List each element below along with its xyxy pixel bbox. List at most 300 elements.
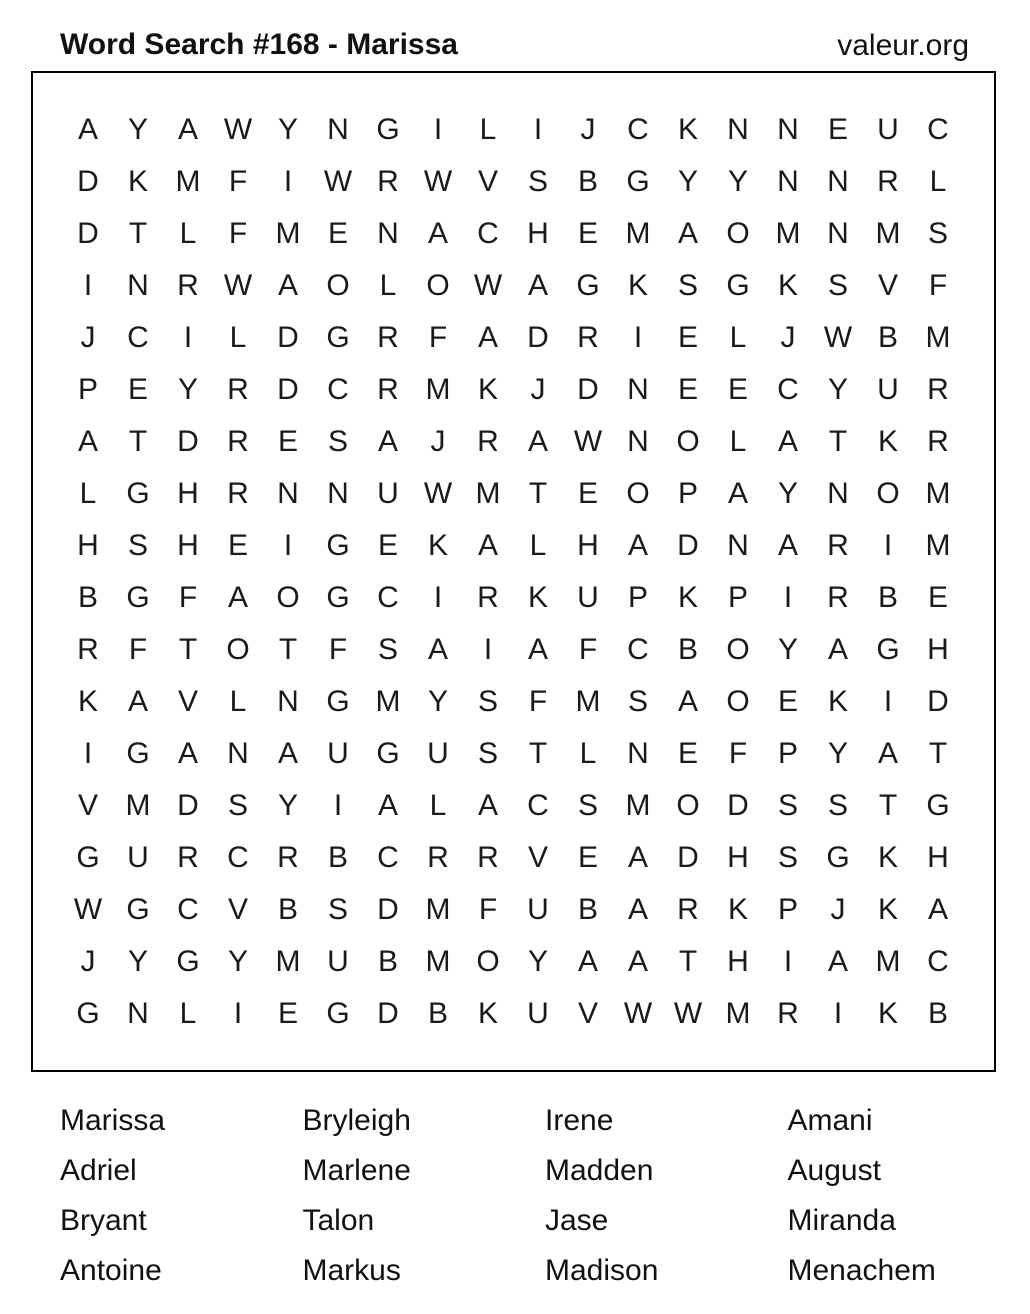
grid-letter[interactable]: R [827,529,849,562]
grid-letter[interactable]: W [223,269,253,302]
grid-letter[interactable]: F [928,269,948,302]
grid-letter[interactable]: F [728,737,748,770]
grid-letter[interactable]: Y [127,113,148,146]
grid-letter[interactable]: C [377,841,399,874]
grid-letter[interactable]: N [627,425,649,458]
grid-letter[interactable]: S [477,685,498,718]
grid-letter[interactable]: A [827,633,848,666]
grid-letter[interactable]: H [927,841,949,874]
grid-letter[interactable]: B [877,581,898,614]
grid-letter[interactable]: C [627,113,649,146]
grid-letter[interactable]: K [477,997,498,1030]
grid-letter[interactable]: C [177,893,199,926]
grid-letter[interactable]: D [277,321,299,354]
grid-letter[interactable]: R [177,269,199,302]
grid-letter[interactable]: K [877,841,898,874]
grid-letter[interactable]: R [377,321,399,354]
grid-letter[interactable]: S [477,737,498,770]
grid-letter[interactable]: R [777,997,799,1030]
grid-letter[interactable]: F [478,893,498,926]
grid-letter[interactable]: F [228,217,248,250]
grid-letter[interactable]: T [528,737,548,770]
grid-letter[interactable]: U [327,737,349,770]
grid-letter[interactable]: N [277,477,299,510]
grid-letter[interactable]: G [326,529,350,562]
grid-letter[interactable]: S [577,789,598,822]
grid-letter[interactable]: N [127,997,149,1030]
grid-letter[interactable]: M [425,893,451,926]
grid-letter[interactable]: H [727,841,749,874]
grid-letter[interactable]: C [327,373,349,406]
grid-letter[interactable]: I [283,529,293,562]
grid-letter[interactable]: R [477,425,499,458]
grid-letter[interactable]: G [126,737,150,770]
grid-letter[interactable]: G [376,737,400,770]
grid-letter[interactable]: A [777,529,798,562]
grid-letter[interactable]: R [227,425,249,458]
grid-letter[interactable]: K [77,685,98,718]
grid-letter[interactable]: G [76,997,100,1030]
grid-letter[interactable]: E [677,321,698,354]
grid-letter[interactable]: K [677,113,698,146]
grid-letter[interactable]: A [277,737,298,770]
grid-letter[interactable]: I [233,997,243,1030]
grid-letter[interactable]: O [626,477,650,510]
grid-letter[interactable]: U [127,841,149,874]
grid-letter[interactable]: F [128,633,148,666]
grid-letter[interactable]: R [177,841,199,874]
grid-letter[interactable]: M [775,217,801,250]
grid-letter[interactable]: S [827,789,848,822]
grid-letter[interactable]: O [876,477,900,510]
grid-letter[interactable]: N [127,269,149,302]
grid-letter[interactable]: R [77,633,99,666]
grid-letter[interactable]: W [573,425,603,458]
grid-letter[interactable]: D [927,685,949,718]
grid-letter[interactable]: T [278,633,298,666]
grid-letter[interactable]: L [229,321,247,354]
grid-letter[interactable]: B [277,893,298,926]
grid-letter[interactable]: I [833,997,843,1030]
grid-letter[interactable]: C [227,841,249,874]
grid-letter[interactable]: O [676,789,700,822]
grid-letter[interactable]: G [126,477,150,510]
grid-letter[interactable]: E [127,373,148,406]
grid-letter[interactable]: Y [527,945,548,978]
grid-letter[interactable]: W [473,269,503,302]
grid-letter[interactable]: E [377,529,398,562]
grid-letter[interactable]: R [677,893,699,926]
grid-letter[interactable]: G [826,841,850,874]
grid-letter[interactable]: E [727,373,748,406]
grid-letter[interactable]: S [927,217,948,250]
grid-letter[interactable]: T [178,633,198,666]
grid-letter[interactable]: M [175,165,201,198]
grid-letter[interactable]: N [827,165,849,198]
grid-letter[interactable]: N [327,113,349,146]
grid-letter[interactable]: I [333,789,343,822]
grid-letter[interactable]: T [828,425,848,458]
grid-letter[interactable]: G [126,893,150,926]
grid-letter[interactable]: K [477,373,498,406]
grid-letter[interactable]: U [527,997,549,1030]
grid-letter[interactable]: A [427,633,448,666]
grid-letter[interactable]: N [227,737,249,770]
grid-letter[interactable]: P [627,581,648,614]
grid-letter[interactable]: Y [777,477,798,510]
grid-letter[interactable]: R [577,321,599,354]
grid-letter[interactable]: K [877,997,898,1030]
grid-letter[interactable]: W [223,113,253,146]
grid-letter[interactable]: V [877,269,898,302]
grid-letter[interactable]: G [176,945,200,978]
grid-letter[interactable]: A [677,217,698,250]
grid-letter[interactable]: E [927,581,948,614]
grid-letter[interactable]: U [377,477,399,510]
grid-letter[interactable]: L [79,477,97,510]
grid-letter[interactable]: I [83,737,93,770]
grid-letter[interactable]: K [127,165,148,198]
grid-letter[interactable]: L [379,269,397,302]
grid-letter[interactable]: S [227,789,248,822]
grid-letter[interactable]: M [425,373,451,406]
grid-letter[interactable]: N [277,685,299,718]
grid-letter[interactable]: E [327,217,348,250]
grid-letter[interactable]: M [275,217,301,250]
grid-letter[interactable]: S [127,529,148,562]
grid-letter[interactable]: M [925,321,951,354]
grid-letter[interactable]: F [228,165,248,198]
grid-letter[interactable]: I [633,321,643,354]
grid-letter[interactable]: R [277,841,299,874]
grid-letter[interactable]: P [727,581,748,614]
grid-letter[interactable]: V [577,997,598,1030]
grid-letter[interactable]: E [777,685,798,718]
grid-letter[interactable]: O [326,269,350,302]
grid-letter[interactable]: C [627,633,649,666]
grid-letter[interactable]: A [627,893,648,926]
grid-letter[interactable]: F [178,581,198,614]
grid-letter[interactable]: M [575,685,601,718]
grid-letter[interactable]: W [73,893,103,926]
grid-letter[interactable]: H [177,529,199,562]
grid-letter[interactable]: O [676,425,700,458]
grid-letter[interactable]: S [627,685,648,718]
grid-letter[interactable]: S [777,789,798,822]
grid-letter[interactable]: U [877,113,899,146]
grid-letter[interactable]: M [475,477,501,510]
grid-letter[interactable]: O [276,581,300,614]
grid-letter[interactable]: E [277,425,298,458]
grid-letter[interactable]: A [277,269,298,302]
grid-letter[interactable]: N [327,477,349,510]
grid-letter[interactable]: Y [827,737,848,770]
grid-letter[interactable]: T [878,789,898,822]
grid-letter[interactable]: I [783,945,793,978]
grid-letter[interactable]: H [177,477,199,510]
grid-letter[interactable]: F [328,633,348,666]
grid-letter[interactable]: W [623,997,653,1030]
grid-letter[interactable]: K [777,269,798,302]
grid-letter[interactable]: A [627,529,648,562]
grid-letter[interactable]: M [275,945,301,978]
grid-letter[interactable]: A [727,477,748,510]
grid-letter[interactable]: I [83,269,93,302]
grid-letter[interactable]: A [177,737,198,770]
grid-letter[interactable]: B [927,997,948,1030]
grid-letter[interactable]: D [377,893,399,926]
grid-letter[interactable]: C [927,945,949,978]
grid-letter[interactable]: E [277,997,298,1030]
grid-letter[interactable]: V [177,685,198,718]
grid-letter[interactable]: A [377,789,398,822]
grid-letter[interactable]: A [177,113,198,146]
grid-letter[interactable]: L [429,789,447,822]
grid-letter[interactable]: L [579,737,597,770]
grid-letter[interactable]: K [827,685,848,718]
grid-letter[interactable]: J [430,425,446,458]
grid-letter[interactable]: L [929,165,947,198]
grid-letter[interactable]: H [577,529,599,562]
grid-letter[interactable]: B [377,945,398,978]
grid-letter[interactable]: H [927,633,949,666]
grid-letter[interactable]: B [677,633,698,666]
grid-letter[interactable]: B [577,893,598,926]
grid-letter[interactable]: F [528,685,548,718]
grid-letter[interactable]: G [326,685,350,718]
grid-letter[interactable]: A [527,425,548,458]
grid-letter[interactable]: A [127,685,148,718]
grid-letter[interactable]: E [677,373,698,406]
grid-letter[interactable]: W [823,321,853,354]
grid-letter[interactable]: Y [727,165,748,198]
grid-letter[interactable]: J [830,893,846,926]
grid-letter[interactable]: M [625,789,651,822]
grid-letter[interactable]: G [626,165,650,198]
grid-letter[interactable]: A [927,893,948,926]
grid-letter[interactable]: M [725,997,751,1030]
grid-letter[interactable]: F [428,321,448,354]
grid-letter[interactable]: R [877,165,899,198]
grid-letter[interactable]: D [527,321,549,354]
grid-letter[interactable]: G [126,581,150,614]
grid-letter[interactable]: P [77,373,98,406]
grid-letter[interactable]: L [179,997,197,1030]
grid-letter[interactable]: R [227,373,249,406]
grid-letter[interactable]: G [326,581,350,614]
grid-letter[interactable]: M [125,789,151,822]
grid-letter[interactable]: Y [677,165,698,198]
grid-letter[interactable]: J [580,113,596,146]
grid-letter[interactable]: K [877,425,898,458]
grid-letter[interactable]: V [527,841,548,874]
grid-letter[interactable]: B [877,321,898,354]
grid-letter[interactable]: K [877,893,898,926]
grid-letter[interactable]: S [827,269,848,302]
grid-letter[interactable]: G [576,269,600,302]
grid-letter[interactable]: D [177,425,199,458]
grid-letter[interactable]: N [627,373,649,406]
grid-letter[interactable]: E [227,529,248,562]
grid-letter[interactable]: C [477,217,499,250]
grid-letter[interactable]: A [577,945,598,978]
grid-letter[interactable]: O [726,633,750,666]
grid-letter[interactable]: R [827,581,849,614]
grid-letter[interactable]: S [377,633,398,666]
grid-letter[interactable]: A [427,217,448,250]
grid-letter[interactable]: N [727,529,749,562]
grid-letter[interactable]: E [577,841,598,874]
grid-letter[interactable]: L [229,685,247,718]
grid-letter[interactable]: H [77,529,99,562]
grid-letter[interactable]: J [80,321,96,354]
grid-letter[interactable]: Y [427,685,448,718]
grid-letter[interactable]: G [726,269,750,302]
grid-letter[interactable]: R [377,373,399,406]
grid-letter[interactable]: A [877,737,898,770]
grid-letter[interactable]: V [227,893,248,926]
grid-letter[interactable]: K [427,529,448,562]
grid-letter[interactable]: U [527,893,549,926]
grid-letter[interactable]: C [527,789,549,822]
grid-letter[interactable]: C [777,373,799,406]
grid-letter[interactable]: R [377,165,399,198]
grid-letter[interactable]: D [177,789,199,822]
grid-letter[interactable]: D [377,997,399,1030]
grid-letter[interactable]: D [677,841,699,874]
grid-letter[interactable]: O [476,945,500,978]
grid-letter[interactable]: M [875,217,901,250]
grid-letter[interactable]: L [179,217,197,250]
grid-letter[interactable]: H [727,945,749,978]
grid-letter[interactable]: A [627,841,648,874]
grid-letter[interactable]: A [477,789,498,822]
grid-letter[interactable]: O [726,685,750,718]
grid-letter[interactable]: U [577,581,599,614]
grid-letter[interactable]: J [80,945,96,978]
grid-letter[interactable]: A [777,425,798,458]
grid-letter[interactable]: F [578,633,598,666]
grid-letter[interactable]: B [327,841,348,874]
grid-letter[interactable]: E [577,477,598,510]
grid-letter[interactable]: O [226,633,250,666]
grid-letter[interactable]: M [925,529,951,562]
grid-letter[interactable]: P [777,893,798,926]
grid-letter[interactable]: R [927,373,949,406]
grid-letter[interactable]: G [376,113,400,146]
grid-letter[interactable]: N [827,217,849,250]
grid-letter[interactable]: G [926,789,950,822]
grid-letter[interactable]: D [77,165,99,198]
grid-letter[interactable]: D [727,789,749,822]
grid-letter[interactable]: D [77,217,99,250]
grid-letter[interactable]: Y [127,945,148,978]
grid-letter[interactable]: I [183,321,193,354]
grid-letter[interactable]: R [477,841,499,874]
grid-letter[interactable]: L [479,113,497,146]
grid-letter[interactable]: C [377,581,399,614]
grid-letter[interactable]: M [425,945,451,978]
grid-letter[interactable]: D [677,529,699,562]
grid-letter[interactable]: A [77,113,98,146]
grid-letter[interactable]: I [433,581,443,614]
grid-letter[interactable]: O [726,217,750,250]
grid-letter[interactable]: T [678,945,698,978]
grid-letter[interactable]: R [427,841,449,874]
grid-letter[interactable]: A [827,945,848,978]
grid-letter[interactable]: I [883,529,893,562]
grid-letter[interactable]: C [927,113,949,146]
grid-letter[interactable]: R [227,477,249,510]
grid-letter[interactable]: U [427,737,449,770]
grid-letter[interactable]: K [627,269,648,302]
grid-letter[interactable]: A [627,945,648,978]
grid-letter[interactable]: A [677,685,698,718]
grid-letter[interactable]: N [377,217,399,250]
grid-letter[interactable]: I [433,113,443,146]
grid-letter[interactable]: I [783,581,793,614]
grid-letter[interactable]: M [375,685,401,718]
grid-letter[interactable]: W [423,477,453,510]
grid-letter[interactable]: S [777,841,798,874]
grid-letter[interactable]: N [827,477,849,510]
grid-letter[interactable]: W [673,997,703,1030]
grid-letter[interactable]: A [77,425,98,458]
grid-letter[interactable]: T [128,425,148,458]
grid-letter[interactable]: A [477,321,498,354]
grid-letter[interactable]: S [527,165,548,198]
grid-letter[interactable]: B [77,581,98,614]
grid-letter[interactable]: O [426,269,450,302]
grid-letter[interactable]: I [883,685,893,718]
grid-letter[interactable]: S [327,893,348,926]
grid-letter[interactable]: N [727,113,749,146]
grid-letter[interactable]: M [925,477,951,510]
grid-letter[interactable]: Y [177,373,198,406]
grid-letter[interactable]: U [877,373,899,406]
grid-letter[interactable]: G [76,841,100,874]
grid-letter[interactable]: G [876,633,900,666]
grid-letter[interactable]: D [277,373,299,406]
grid-letter[interactable]: K [727,893,748,926]
grid-letter[interactable]: N [777,113,799,146]
grid-letter[interactable]: S [677,269,698,302]
grid-letter[interactable]: P [677,477,698,510]
grid-letter[interactable]: J [780,321,796,354]
grid-letter[interactable]: T [528,477,548,510]
grid-letter[interactable]: R [927,425,949,458]
grid-letter[interactable]: V [77,789,98,822]
grid-letter[interactable]: B [577,165,598,198]
grid-letter[interactable]: G [326,321,350,354]
grid-letter[interactable]: M [625,217,651,250]
grid-letter[interactable]: Y [777,633,798,666]
grid-letter[interactable]: Y [277,789,298,822]
grid-letter[interactable]: Y [827,373,848,406]
grid-letter[interactable]: S [327,425,348,458]
grid-letter[interactable]: Y [277,113,298,146]
grid-letter[interactable]: A [477,529,498,562]
grid-letter[interactable]: U [327,945,349,978]
grid-letter[interactable]: T [128,217,148,250]
grid-letter[interactable]: H [527,217,549,250]
grid-letter[interactable]: K [527,581,548,614]
grid-letter[interactable]: N [777,165,799,198]
grid-letter[interactable]: I [283,165,293,198]
grid-letter[interactable]: L [729,425,747,458]
grid-letter[interactable]: T [928,737,948,770]
grid-letter[interactable]: J [530,373,546,406]
